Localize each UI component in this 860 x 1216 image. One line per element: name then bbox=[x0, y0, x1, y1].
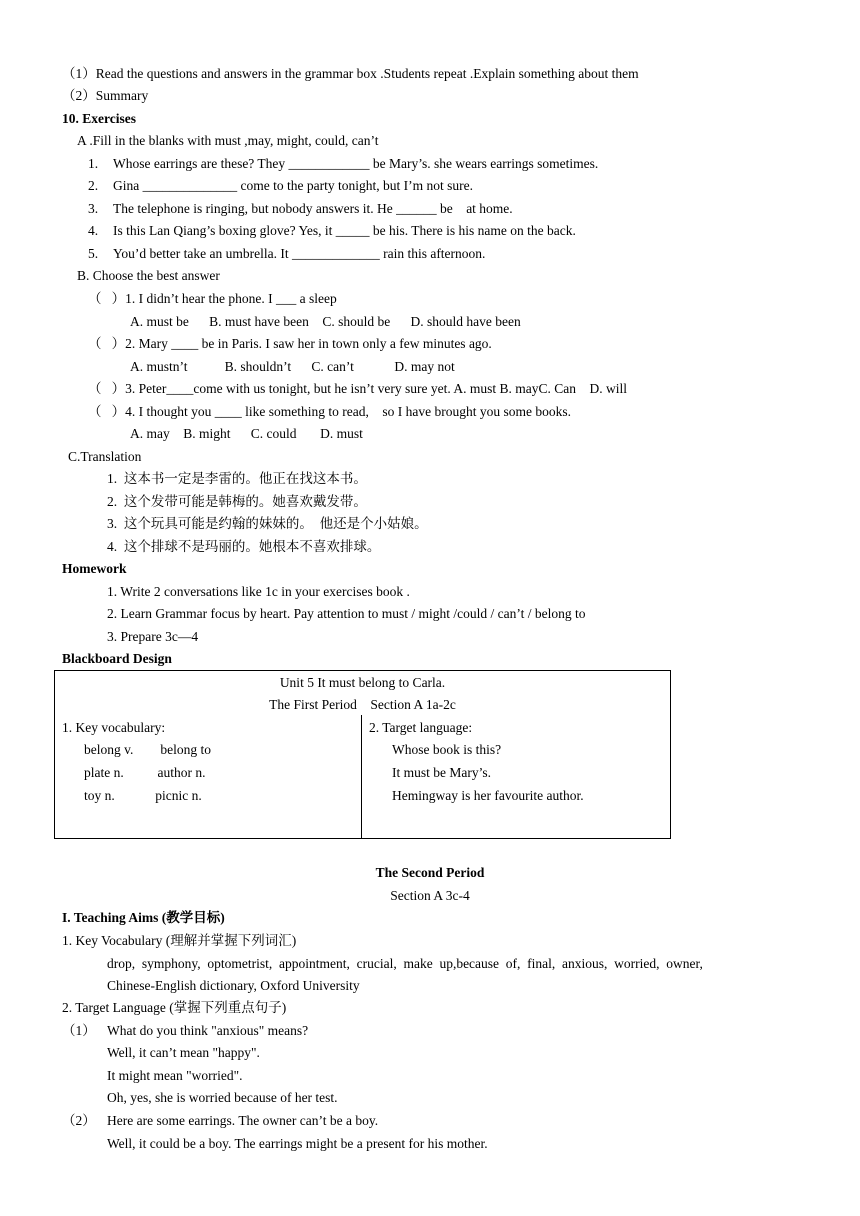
vocabulary-list: Chinese-English dictionary, Oxford University bbox=[107, 978, 360, 993]
exercises-heading: 10. Exercises bbox=[62, 111, 136, 126]
target-language-heading: 2. Target Language (掌握下列重点句子) bbox=[62, 1000, 287, 1015]
section-b-title: B. Choose the best answer bbox=[77, 268, 220, 283]
c-item: 1. 这本书一定是李雷的。他正在找这本书。 bbox=[107, 471, 367, 486]
a-item-num: 2. bbox=[88, 178, 99, 193]
target-sentence: Well, it can’t mean "happy". bbox=[107, 1045, 260, 1060]
section-a-title: A .Fill in the blanks with must ,may, might, could, can’t bbox=[77, 133, 379, 148]
a-item-num: 3. bbox=[88, 201, 99, 216]
b-question: （ ）1. I didn’t hear the phone. I ___ a sleep bbox=[88, 291, 337, 306]
b-options: A. mustn’t B. shouldn’t C. can’t D. may not bbox=[130, 359, 455, 374]
intro-line-2: （2）Summary bbox=[62, 88, 149, 103]
c-item: 4. 这个排球不是玛丽的。她根本不喜欢排球。 bbox=[107, 539, 381, 554]
key-vocabulary-heading: 1. Key Vocabulary (理解并掌握下列词汇) bbox=[62, 933, 297, 948]
target-sentence: Oh, yes, she is worried because of her test. bbox=[107, 1090, 338, 1105]
homework-heading: Homework bbox=[62, 561, 127, 576]
b-question: （ ）2. Mary ____ be in Paris. I saw her in town only a few minutes ago. bbox=[88, 336, 492, 351]
a-item-text: You’d better take an umbrella. It _____________ rain this afternoon. bbox=[113, 246, 486, 261]
blackboard-subtitle: The First Period Section A 1a-2c bbox=[269, 697, 456, 712]
intro-line-1: （1）Read the questions and answers in the grammar box .Students repeat .Explain something about them bbox=[62, 66, 639, 81]
section-c-title: C.Translation bbox=[68, 449, 142, 464]
key-vocabulary-title: 1. Key vocabulary: bbox=[62, 720, 166, 735]
homework-item: 3. Prepare 3c—4 bbox=[107, 629, 199, 644]
c-item: 2. 这个发带可能是韩梅的。她喜欢戴发带。 bbox=[107, 494, 367, 509]
a-item-num: 5. bbox=[88, 246, 99, 261]
b-question: （ ）4. I thought you ____ like something to read, so I have brought you some books. bbox=[88, 404, 571, 419]
homework-item: 1. Write 2 conversations like 1c in your exercises book . bbox=[107, 584, 410, 599]
a-item-text: The telephone is ringing, but nobody answers it. He ______ be at home. bbox=[113, 201, 513, 216]
homework-item: 2. Learn Grammar focus by heart. Pay attention to must / might /could / can’t / belong to bbox=[107, 606, 586, 621]
target-line: Whose book is this? bbox=[392, 742, 502, 757]
target-item-num: （2） bbox=[62, 1113, 96, 1128]
c-item: 3. 这个玩具可能是约翰的妹妹的。 他还是个小姑娘。 bbox=[107, 516, 428, 531]
teaching-aims-heading: I. Teaching Aims (教学目标) bbox=[62, 910, 225, 925]
target-line: Hemingway is her favourite author. bbox=[392, 788, 584, 803]
vocabulary-list: drop, symphony, optometrist, appointment, crucial, make up,because of, final, anxious, worried, owner, bbox=[107, 956, 703, 971]
a-item-text: Is this Lan Qiang’s boxing glove? Yes, it _____ be his. There is his name on the back. bbox=[113, 223, 576, 238]
a-item-num: 4. bbox=[88, 223, 99, 238]
target-line: It must be Mary’s. bbox=[392, 765, 491, 780]
target-sentence: Well, it could be a boy. The earrings might be a present for his mother. bbox=[107, 1136, 488, 1151]
target-sentence: It might mean "worried". bbox=[107, 1068, 243, 1083]
blackboard-title: Unit 5 It must belong to Carla. bbox=[279, 675, 446, 690]
vocab-line: toy n. picnic n. bbox=[84, 788, 202, 803]
second-period-title: The Second Period bbox=[375, 865, 485, 880]
vocab-line: belong v. belong to bbox=[84, 742, 211, 757]
vocab-line: plate n. author n. bbox=[84, 765, 206, 780]
target-sentence: What do you think "anxious" means? bbox=[107, 1023, 309, 1038]
b-options: A. must be B. must have been C. should be D. should have been bbox=[130, 314, 521, 329]
target-sentence: Here are some earrings. The owner can’t be a boy. bbox=[107, 1113, 379, 1128]
a-item-num: 1. bbox=[88, 156, 99, 171]
target-item-num: （1） bbox=[62, 1023, 96, 1038]
b-options: A. may B. might C. could D. must bbox=[130, 426, 363, 441]
target-language-title: 2. Target language: bbox=[369, 720, 473, 735]
blackboard-divider bbox=[361, 715, 362, 838]
a-item-text: Gina ______________ come to the party tonight, but I’m not sure. bbox=[113, 178, 473, 193]
b-question: （ ）3. Peter____come with us tonight, but he isn’t very sure yet. A. must B. mayC. Can D. will bbox=[88, 381, 627, 396]
a-item-text: Whose earrings are these? They ____________ be Mary’s. she wears earrings sometimes. bbox=[113, 156, 599, 171]
blackboard-heading: Blackboard Design bbox=[62, 651, 172, 666]
second-period-subtitle: Section A 3c-4 bbox=[390, 888, 470, 903]
